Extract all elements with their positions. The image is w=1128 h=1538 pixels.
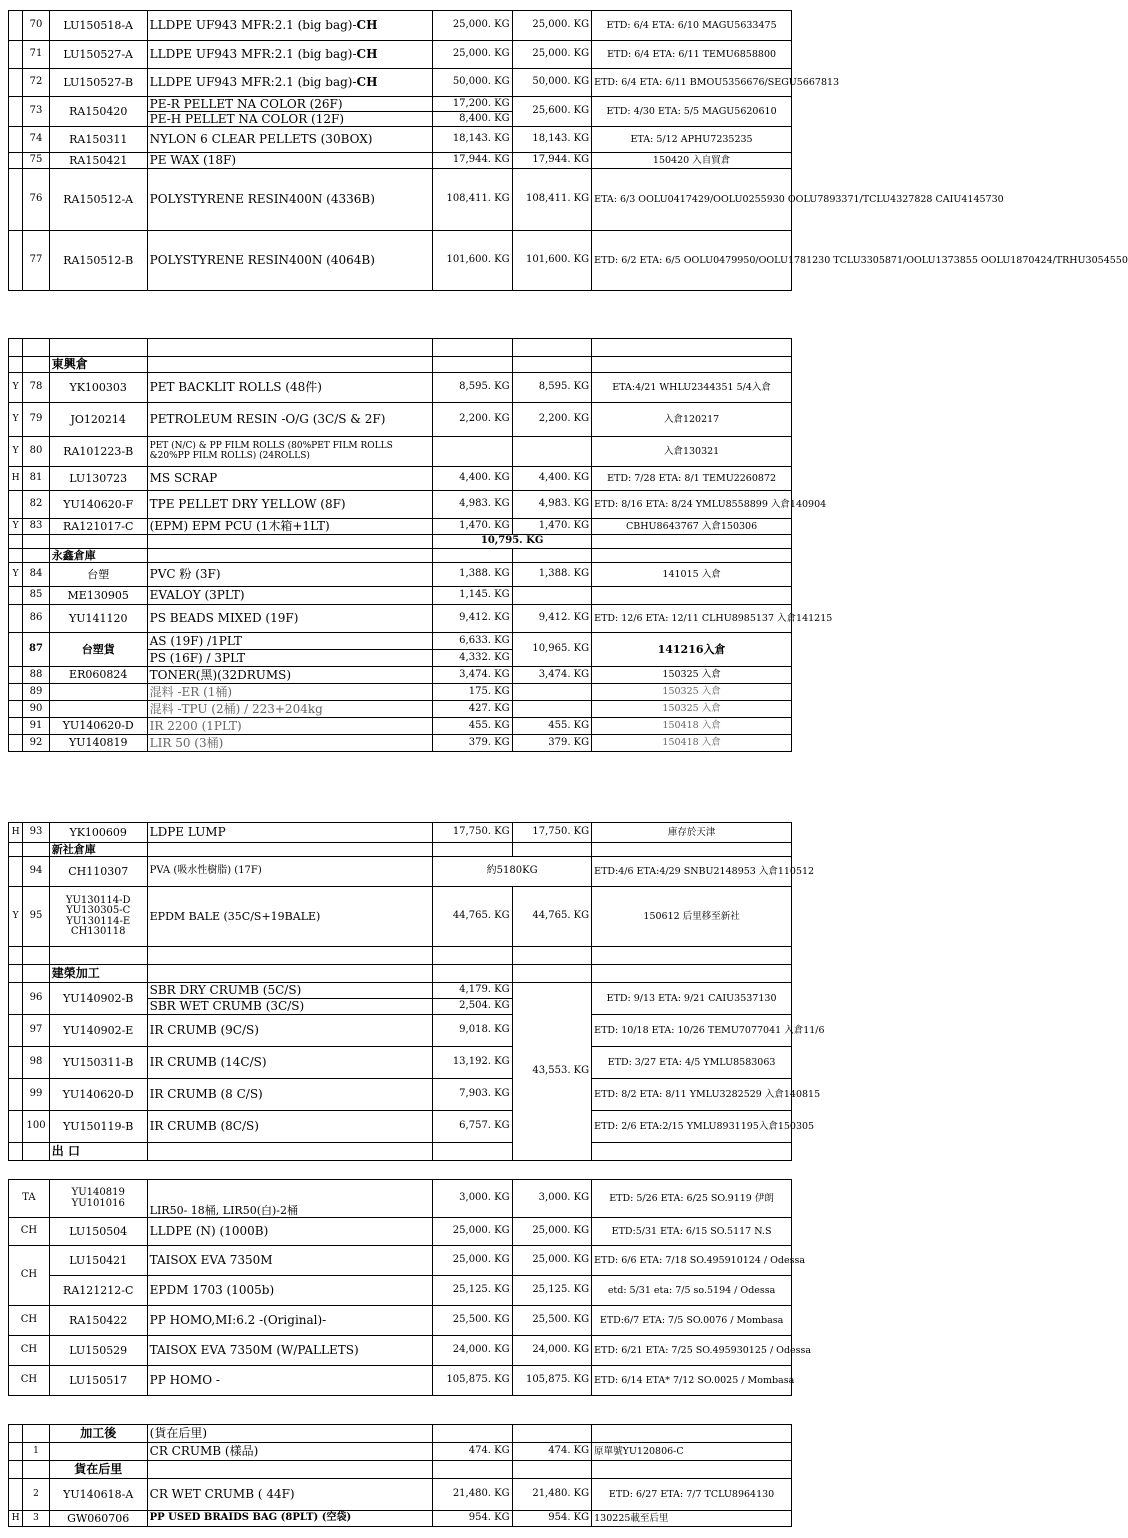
table-row: Y 83 RA121017-C (EPM) EPM PCU (1木箱+1LT) 1,470. KG 1,470. KG CBHU8643767 入倉150306 <box>9 519 792 535</box>
table-row: RA121212-C EPDM 1703 (1005b) 25,125. KG 25,125. KG etd: 5/31 eta: 7/5 so.5194 / Odessa <box>9 1276 792 1306</box>
table-row: 85 ME130905 EVALOY (3PLT) 1,145. KG <box>9 587 792 605</box>
section-header: 出 口 <box>9 1143 792 1161</box>
table-block-1 <box>8 10 1128 291</box>
table-row: TA YU140819 YU101016 LIR50- 18桶, LIR50(白)-2桶 3,000. KG 3,000. KG ETD: 5/26 ETA: 6/25 SO.9119 伊朗 <box>9 1180 792 1218</box>
table-row: Y 95 YU130114-D YU130305-C YU130114-E CH130118 EPDM BALE (35C/S+19BALE) 44,765. KG 44,765. KG 150612 后里移至新社 <box>9 887 792 947</box>
table-row: H 3 GW060706 PP USED BRAIDS BAG (8PLT) (空袋) 954. KG 954. KG 130225載至后里 <box>9 1511 792 1527</box>
table-row: 82 YU140620-F TPE PELLET DRY YELLOW (8F) 4,983. KG 4,983. KG ETD: 8/16 ETA: 8/24 YMLU8558899 入倉140904 <box>9 491 792 519</box>
section-header: 永鑫倉庫 <box>9 549 792 563</box>
table-row: Y 80 RA101223-B PET (N/C) & PP FILM ROLLS (80%PET FILM ROLLS &20%PP FILM ROLLS) (24ROLLS) 入倉130321 <box>9 437 792 467</box>
table-row: 2 YU140618-A CR WET CRUMB ( 44F) 21,480. KG 21,480. KG ETD: 6/27 ETA: 7/7 TCLU8964130 <box>9 1479 792 1511</box>
table-row: 100 YU150119-B IR CRUMB (8C/S) 6,757. KG ETD: 2/6 ETA:2/15 YMLU8931195入倉150305 <box>9 1111 792 1143</box>
table-row: PE-H PELLET NA COLOR (12F) 8,400. KG <box>9 112 792 127</box>
table-row: 89 混料 -ER (1桶) 175. KG 150325 入倉 <box>9 684 792 701</box>
section-header: 建榮加工 <box>9 965 792 983</box>
table-row: CH LU150421 TAISOX EVA 7350M 25,000. KG 25,000. KG ETD: 6/6 ETA: 7/18 SO.495910124 / Odessa <box>9 1246 792 1276</box>
section-header: 新社倉庫 <box>9 843 792 857</box>
table-row: 97 YU140902-E IR CRUMB (9C/S) 9,018. KG ETD: 10/18 ETA: 10/26 TEMU7077041 入倉11/6 <box>9 1015 792 1047</box>
table-row: 70 LU150518-A LLDPE UF943 MFR:2.1 (big bag)-CH 25,000. KG 25,000. KG ETD: 6/4 ETA: 6/10 MAGU5633475 <box>9 11 792 41</box>
table-block-2 <box>8 338 833 752</box>
section-header: 貨在后里 <box>9 1461 792 1479</box>
table-row: 72 LU150527-B LLDPE UF943 MFR:2.1 (big bag)-CH 50,000. KG 50,000. KG ETD: 6/4 ETA: 6/11 BMOU5356676/SEGU5667813 <box>9 69 792 97</box>
table-row: 96 YU140902-B SBR DRY CRUMB (5C/S) 4,179. KG 43,553. KG ETD: 9/13 ETA: 9/21 CAIU3537130 <box>9 983 792 999</box>
table-block-export <box>8 1179 812 1396</box>
table-row: 91 YU140620-D IR 2200 (1PLT) 455. KG 455. KG 150418 入倉 <box>9 718 792 735</box>
subtotal-row: 10,795. KG <box>9 535 792 549</box>
table-row: Y 78 YK100303 PET BACKLIT ROLLS (48件) 8,595. KG 8,595. KG ETA:4/21 WHLU2344351 5/4入倉 <box>9 373 792 403</box>
table-row: 94 CH110307 PVA (吸水性樹脂) (17F) 約5180KG ETD:4/6 ETA:4/29 SNBU2148953 入倉110512 <box>9 857 792 887</box>
table-row: 71 LU150527-A LLDPE UF943 MFR:2.1 (big bag)-CH 25,000. KG 25,000. KG ETD: 6/4 ETA: 6/11 TEMU6858800 <box>9 41 792 69</box>
table-row: CH LU150529 TAISOX EVA 7350M (W/PALLETS) 24,000. KG 24,000. KG ETD: 6/21 ETA: 7/25 SO.495930125 / Odessa <box>9 1336 792 1366</box>
table-row: 90 混料 -TPU (2桶) / 223+204kg 427. KG 150325 入倉 <box>9 701 792 718</box>
section-header: 東興倉 <box>9 357 792 373</box>
table-row: 1 CR CRUMB (樣品) 474. KG 474. KG 原單號YU120806-C <box>9 1443 792 1461</box>
table-row: 88 ER060824 TONER(黑)(32DRUMS) 3,474. KG 3,474. KG 150325 入倉 <box>9 667 792 684</box>
table-row: 73 RA150420 PE-R PELLET NA COLOR (26F) 17,200. KG 25,600. KG ETD: 4/30 ETA: 5/5 MAGU5620610 <box>9 97 792 112</box>
table-row: SBR WET CRUMB (3C/S) 2,504. KG <box>9 999 792 1015</box>
table-row: Y 84 台塑 PVC 粉 (3F) 1,388. KG 1,388. KG 141015 入倉 <box>9 563 792 587</box>
table-row: 76 RA150512-A POLYSTYRENE RESIN400N (4336B) 108,411. KG 108,411. KG ETA: 6/3 OOLU0417429/OOLU0255930 OOLU7893371/TCLU4327828 CAIU4145730 <box>9 169 792 231</box>
table-row: 75 RA150421 PE WAX (18F) 17,944. KG 17,944. KG 150420 入自貿倉 <box>9 153 792 169</box>
table-row: H 81 LU130723 MS SCRAP 4,400. KG 4,400. KG ETD: 7/28 ETA: 8/1 TEMU2260872 <box>9 467 792 491</box>
table-block-4 <box>8 1424 792 1527</box>
table-row: Y 79 JO120214 PETROLEUM RESIN -O/G (3C/S & 2F) 2,200. KG 2,200. KG 入倉120217 <box>9 403 792 437</box>
table-row: 99 YU140620-D IR CRUMB (8 C/S) 7,903. KG ETD: 8/2 ETA: 8/11 YMLU3282529 入倉140815 <box>9 1079 792 1111</box>
table-row <box>9 339 792 357</box>
table-row: PS (16F) / 3PLT 4,332. KG <box>9 650 792 667</box>
table-row: CH LU150517 PP HOMO - 105,875. KG 105,875. KG ETD: 6/14 ETA* 7/12 SO.0025 / Mombasa <box>9 1366 792 1396</box>
table-row: 86 YU141120 PS BEADS MIXED (19F) 9,412. KG 9,412. KG ETD: 12/6 ETA: 12/11 CLHU8985137 入倉141215 <box>9 605 792 633</box>
table-row: 92 YU140819 LIR 50 (3桶) 379. KG 379. KG 150418 入倉 <box>9 735 792 752</box>
table-row: 74 RA150311 NYLON 6 CLEAR PELLETS (30BOX) 18,143. KG 18,143. KG ETA: 5/12 APHU7235235 <box>9 127 792 153</box>
table-row: H 93 YK100609 LDPE LUMP 17,750. KG 17,750. KG 庫存於天津 <box>9 823 792 843</box>
section-header: 加工後 (貨在后里) <box>9 1425 792 1443</box>
table-row: 98 YU150311-B IR CRUMB (14C/S) 13,192. KG ETD: 3/27 ETA: 4/5 YMLU8583063 <box>9 1047 792 1079</box>
table-block-3 <box>8 822 825 1161</box>
table-row: CH LU150504 LLDPE (N) (1000B) 25,000. KG 25,000. KG ETD:5/31 ETA: 6/15 SO.5117 N.S <box>9 1218 792 1246</box>
table-row: 87 台塑貨 AS (19F) /1PLT 6,633. KG 10,965. KG 141216入倉 <box>9 633 792 650</box>
table-row <box>9 947 792 965</box>
table-row: 77 RA150512-B POLYSTYRENE RESIN400N (4064B) 101,600. KG 101,600. KG ETD: 6/2 ETA: 6/5 OOLU0479950/OOLU1781230 TCLU3305871/OOLU1373855 OOLU1870424/TRHU3054550 <box>9 231 792 291</box>
table-row: CH RA150422 PP HOMO,MI:6.2 -(Original)- 25,500. KG 25,500. KG ETD:6/7 ETA: 7/5 SO.0076 / Mombasa <box>9 1306 792 1336</box>
